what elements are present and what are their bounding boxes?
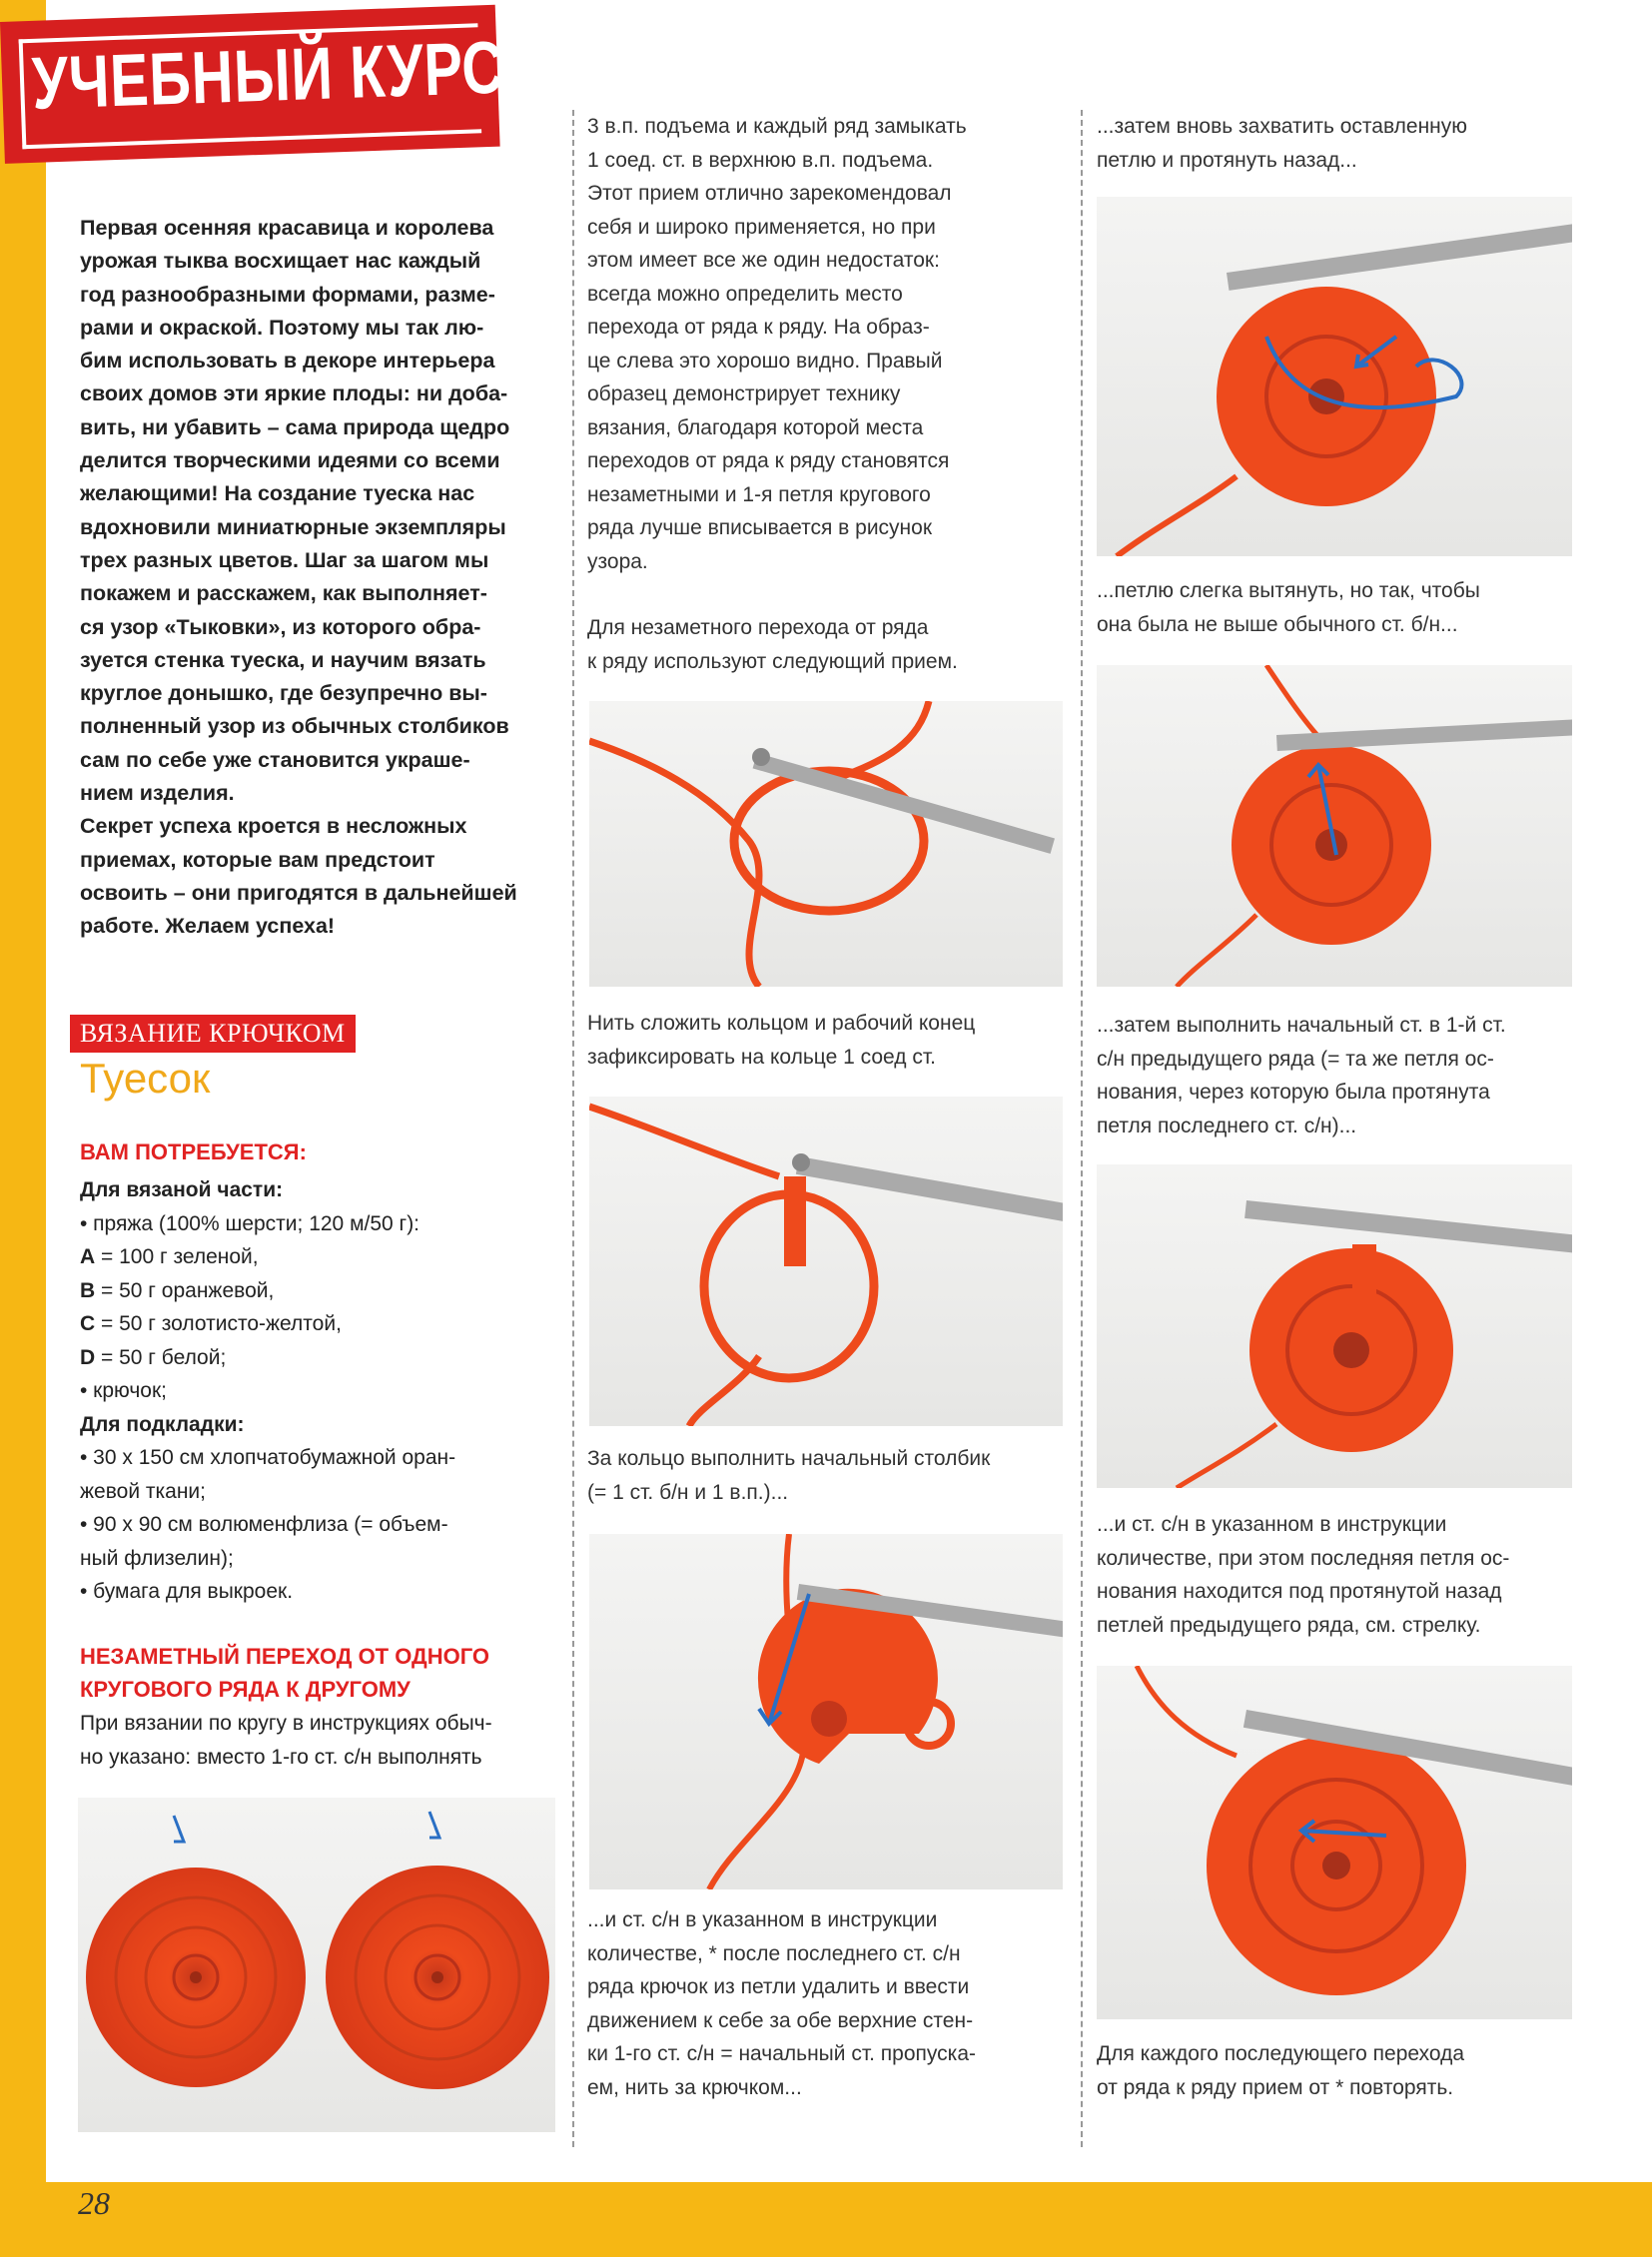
text-line: Для незаметного перехода от ряда bbox=[587, 616, 929, 639]
text-line: (= 1 ст. б/н и 1 в.п.)... bbox=[587, 1480, 789, 1504]
step-photo-7 bbox=[1097, 1666, 1572, 2019]
text-line: ...затем выполнить начальный ст. в 1-й ст. bbox=[1097, 1014, 1506, 1037]
step-caption-2 bbox=[587, 1442, 1067, 1509]
text-line: Секрет успеха кроется в несложных bbox=[80, 814, 467, 839]
column2-text bbox=[587, 110, 1057, 678]
lining-item: • 30 х 150 см хлопчатобумажной оран- bbox=[80, 1446, 456, 1469]
color-text: = 50 г оранжевой, bbox=[95, 1278, 275, 1302]
step-photo-5 bbox=[1097, 665, 1572, 987]
text-line: 1 соед. ст. в верхнюю в.п. подъема. bbox=[587, 148, 934, 172]
lining-item: • 90 х 90 см волюменфлиза (= объем- bbox=[80, 1513, 448, 1536]
text-line: движением к себе за обе верхние стен- bbox=[587, 2008, 974, 2032]
text-line: бим использовать в декоре интерьера bbox=[80, 349, 495, 374]
column3-intro bbox=[1097, 110, 1566, 177]
text-line: ...и ст. с/н в указанном в инструкции bbox=[587, 1908, 938, 1931]
text-line: Для каждого последующего перехода bbox=[1097, 2042, 1465, 2065]
text-line: це слева это хорошо видно. Правый bbox=[587, 349, 943, 373]
text-line: она была не выше обычного ст. б/н... bbox=[1097, 612, 1458, 636]
hook-item: • крючок; bbox=[80, 1379, 167, 1402]
text-line: этом имеет все же один недостаток: bbox=[587, 249, 940, 272]
step-caption-4 bbox=[1097, 574, 1576, 641]
text-line: КРУГОВОГО РЯДА К ДРУГОМУ bbox=[80, 1677, 411, 1702]
text-line: зафиксировать на кольце 1 соед ст. bbox=[587, 1045, 936, 1069]
step-caption-5 bbox=[1097, 1009, 1576, 1142]
text-line: петлю и протянуть назад... bbox=[1097, 148, 1357, 172]
step-photo-3 bbox=[589, 1534, 1063, 1889]
text-line: с/н предыдущего ряда (= та же петля ос- bbox=[1097, 1047, 1494, 1071]
text-line: к ряду используют следующий прием. bbox=[587, 649, 958, 673]
step-photo-4 bbox=[1097, 197, 1572, 556]
course-label-text: УЧЕБНЫЙ КУРС bbox=[30, 25, 506, 125]
text-line: ряда крючок из петли удалить и ввести bbox=[587, 1975, 970, 1998]
text-line: нования, через которую была протянута bbox=[1097, 1081, 1490, 1104]
text-line: год разнообразными формами, разме- bbox=[80, 282, 495, 307]
color-text: = 100 г зеленой, bbox=[95, 1245, 259, 1268]
knit-part-heading: Для вязаной части: bbox=[80, 1178, 284, 1201]
text-line: ся узор «Тыковки», из которого обра- bbox=[80, 614, 481, 639]
lining-item: жевой ткани; bbox=[80, 1479, 206, 1503]
color-text: = 50 г золотисто-желтой, bbox=[95, 1312, 342, 1335]
transition-heading bbox=[80, 1640, 549, 1706]
text-line: освоить – они пригодятся в дальнейшей bbox=[80, 880, 517, 905]
text-line: ...и ст. с/н в указанном в инструкции bbox=[1097, 1513, 1447, 1536]
text-line: Нить сложить кольцом и рабочий конец bbox=[587, 1012, 976, 1035]
text-line: За кольцо выполнить начальный столбик bbox=[587, 1447, 991, 1470]
text-line: ряда лучше вписывается в рисунок bbox=[587, 516, 933, 539]
text-line: При вязании по кругу в инструкциях обыч- bbox=[80, 1712, 492, 1735]
text-line: ки 1-го ст. с/н = начальный ст. пропуска- bbox=[587, 2042, 976, 2065]
text-line: вдохновили миниатюрные экземпляры bbox=[80, 514, 506, 539]
text-line: нования находится под протянутой назад bbox=[1097, 1580, 1502, 1603]
text-line: Этот прием отлично зарекомендовал bbox=[587, 182, 952, 205]
lining-heading: Для подкладки: bbox=[80, 1412, 245, 1436]
text-line: перехода от ряда к ряду. На образ- bbox=[587, 316, 930, 339]
step-photo-1 bbox=[589, 701, 1063, 987]
column-divider-1 bbox=[572, 110, 574, 2147]
text-line: желающими! На создание туеска нас bbox=[80, 481, 475, 506]
color-item bbox=[80, 1341, 549, 1375]
text-line: от ряда к ряду прием от * повторять. bbox=[1097, 2075, 1454, 2099]
text-line: ем, нить за крючком... bbox=[587, 2075, 802, 2099]
spacer bbox=[587, 578, 1057, 611]
text-line: себя и широко применяется, но при bbox=[587, 215, 936, 239]
color-key: A bbox=[80, 1245, 96, 1268]
text-line: ...затем вновь захватить оставленную bbox=[1097, 115, 1468, 138]
text-line: вязания, благодаря которой места bbox=[587, 415, 924, 439]
text-line: сам по себе уже становится украше- bbox=[80, 747, 470, 772]
lining-item: ный флизелин); bbox=[80, 1546, 234, 1570]
color-key: C bbox=[80, 1312, 96, 1335]
text-line: незаметными и 1-я петля кругового bbox=[587, 482, 931, 506]
step-caption-3 bbox=[587, 1903, 1067, 2104]
text-line: трех разных цветов. Шаг за шагом мы bbox=[80, 547, 489, 572]
materials-list bbox=[80, 1173, 549, 1609]
section-tag: ВЯЗАНИЕ КРЮЧКОМ bbox=[70, 1015, 356, 1053]
text-line: рами и окраской. Поэтому мы так лю- bbox=[80, 315, 484, 340]
text-line: покажем и расскажем, как выполняет- bbox=[80, 581, 487, 606]
text-line: петлей предыдущего ряда, см. стрелку. bbox=[1097, 1613, 1481, 1637]
text-line: нием изделия. bbox=[80, 781, 235, 806]
text-line: круглое донышко, где безупречно вы- bbox=[80, 681, 487, 706]
text-line: всегда можно определить место bbox=[587, 282, 903, 306]
color-item bbox=[80, 1307, 549, 1341]
text-line: петля последнего ст. с/н)... bbox=[1097, 1114, 1357, 1137]
text-line: НЕЗАМЕТНЫЙ ПЕРЕХОД ОТ ОДНОГО bbox=[80, 1644, 490, 1669]
text-line: но указано: вместо 1-го ст. с/н выполнять bbox=[80, 1745, 482, 1769]
step-caption-1 bbox=[587, 1007, 1067, 1074]
step-photo-6 bbox=[1097, 1164, 1572, 1488]
color-item bbox=[80, 1240, 549, 1274]
text-line: урожая тыква восхищает нас каждый bbox=[80, 249, 481, 274]
samples-photo bbox=[78, 1798, 555, 2132]
column-divider-2 bbox=[1081, 110, 1083, 2147]
text-line: узора. bbox=[587, 549, 648, 573]
text-line: Первая осенняя красавица и королева bbox=[80, 216, 494, 240]
text-line: приемах, которые вам предстоит bbox=[80, 847, 435, 872]
text-line: количестве, * после последнего ст. с/н bbox=[587, 1941, 961, 1965]
text-line: 3 в.п. подъема и каждый ряд замыкать bbox=[587, 115, 967, 138]
color-item bbox=[80, 1274, 549, 1308]
step-caption-7 bbox=[1097, 2037, 1576, 2104]
lining-item: • бумага для выкроек. bbox=[80, 1580, 294, 1603]
header-white-area bbox=[499, 0, 1652, 102]
transition-text bbox=[80, 1707, 549, 1774]
text-line: вить, ни убавить – сама природа щедро bbox=[80, 414, 510, 439]
text-line: своих домов эти яркие плоды: ни доба- bbox=[80, 381, 508, 406]
text-line: переходов от ряда к ряду становятся bbox=[587, 449, 950, 472]
text-line: количестве, при этом последняя петля ос- bbox=[1097, 1546, 1510, 1570]
course-label-badge bbox=[0, 5, 506, 164]
article-title: Туесок bbox=[80, 1055, 211, 1102]
text-line: делится творческими идеями со всеми bbox=[80, 448, 500, 473]
text-line: ...петлю слегка вытянуть, но так, чтобы bbox=[1097, 579, 1480, 602]
text-line: полненный узор из обычных столбиков bbox=[80, 714, 509, 739]
materials-heading: ВАМ ПОТРЕБУЕТСЯ: bbox=[80, 1139, 307, 1164]
page-number: 28 bbox=[78, 2185, 110, 2221]
step-photo-2 bbox=[589, 1097, 1063, 1426]
text-line: образец демонстрирует технику bbox=[587, 382, 901, 405]
color-key: D bbox=[80, 1345, 96, 1369]
yarn-item: • пряжа (100% шерсти; 120 м/50 г): bbox=[80, 1211, 420, 1235]
intro-text bbox=[80, 212, 549, 944]
text-line: работе. Желаем успеха! bbox=[80, 914, 336, 939]
step-caption-6 bbox=[1097, 1508, 1576, 1642]
color-key: B bbox=[80, 1278, 96, 1302]
color-text: = 50 г белой; bbox=[95, 1345, 227, 1369]
text-line: зуется стенка туеска, и научим вязать bbox=[80, 647, 486, 672]
